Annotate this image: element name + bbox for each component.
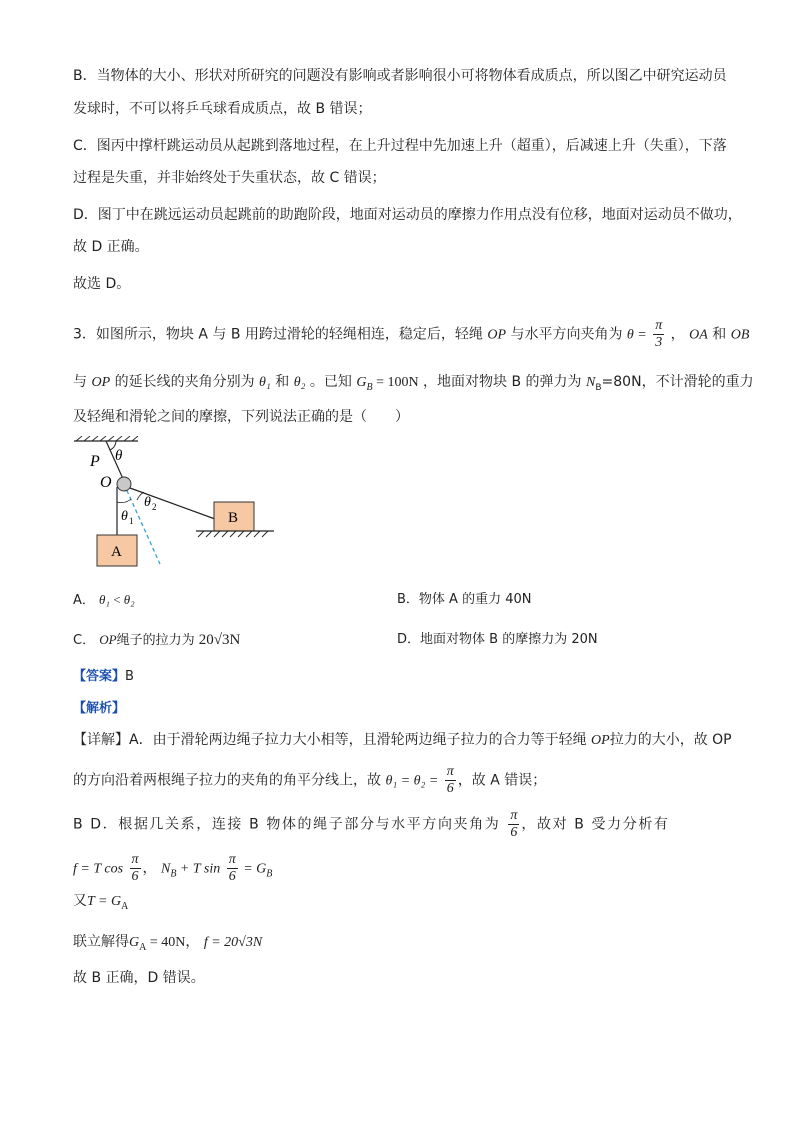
option-a <box>73 590 135 611</box>
label-theta2-sub: 2 <box>152 502 157 512</box>
q3-text: 的延长线的夹角分别为 <box>114 374 255 390</box>
option-a-theta2: θ₂ <box>123 592 135 607</box>
fraction-num: π <box>510 808 518 823</box>
detail-fraction <box>445 764 456 797</box>
eq-ga-sub: A <box>139 941 147 953</box>
q3-text: 和 <box>275 374 290 390</box>
fraction-den: 3 <box>655 335 663 350</box>
fraction-den: 6 <box>510 825 518 840</box>
detail-line3 <box>73 808 670 841</box>
section-b-line2: 发球时，不可以将乒乓球看成质点，故 B 错误； <box>73 101 372 117</box>
detail-line1 <box>73 730 732 751</box>
option-a-theta1: θ₁ <box>99 592 110 607</box>
q3-line3: 及轻绳和滑轮之间的摩擦，下列说法正确的是（ ） <box>73 409 409 425</box>
eq-ga-value: = 40N <box>146 935 186 950</box>
pulley-diagram <box>70 436 290 572</box>
option-label: A． <box>73 593 95 608</box>
q3-text: 。已知 <box>309 374 352 390</box>
label-b: B <box>228 510 239 526</box>
analysis-tag <box>73 699 125 719</box>
label-theta1-sub: 1 <box>129 516 134 526</box>
q3-gb-sub: B <box>366 381 373 393</box>
fraction-den: 6 <box>228 869 236 884</box>
detail-fraction <box>227 852 238 885</box>
option-c <box>73 630 240 651</box>
detail-line7: 故 B 正确，D 错误。 <box>73 970 205 986</box>
q3-text: ， <box>670 326 685 343</box>
section-c-line2: 过程是失重，并非始终处于失重状态，故 C 错误； <box>73 170 386 186</box>
detail-text: ， <box>142 860 157 877</box>
eq-t: T = G <box>87 894 122 909</box>
detail-line6 <box>73 932 262 958</box>
detail-text: A．由于滑轮两边绳子拉力大小相等，且滑轮两边绳子拉力的合力等于轻绳 <box>129 732 587 748</box>
detail-text: 又 <box>73 893 87 909</box>
detail-text: 的方向沿着两根绳子拉力的夹角的角平分线上，故 <box>73 772 381 789</box>
detail-line4 <box>73 852 272 885</box>
option-c-op: OP <box>99 632 117 647</box>
detail-tag: 【详解】 <box>73 732 129 748</box>
q3-theta: θ = <box>626 327 647 343</box>
ground-hatch <box>198 531 268 537</box>
detail-text: 拉力的大小，故 OP <box>609 732 732 748</box>
analysis-tag-text: 【解析】 <box>73 701 126 716</box>
theta1-arc <box>117 499 131 503</box>
detail-fraction <box>508 808 519 841</box>
answer-line <box>73 667 134 687</box>
eq-gb-sub: B <box>266 868 273 880</box>
detail-text: ，故对 B 受力分析有 <box>521 816 670 833</box>
detail-op: OP <box>591 733 610 748</box>
q3-text: 3．如图所示，物块 A 与 B 用跨过滑轮的轻绳相连，稳定后，轻绳 <box>73 326 483 343</box>
q3-line2 <box>73 372 754 398</box>
detail-text: ，故 A 错误； <box>457 772 547 789</box>
detail-text: 联立解得 <box>73 934 129 950</box>
eq-friction: f = T cos <box>73 861 124 877</box>
q3-op: OP <box>487 327 507 343</box>
fraction-den: 6 <box>446 781 454 796</box>
detail-theta-eq: θ₁ = θ₂ = <box>385 773 439 789</box>
fraction-num: π <box>655 318 663 333</box>
label-theta: θ <box>115 448 123 464</box>
detail-line5 <box>73 891 128 917</box>
q3-theta1: θ₁ <box>259 375 271 390</box>
option-c-text: 绳子的拉力为 <box>116 633 195 648</box>
eq-gb: = G <box>239 861 267 877</box>
label-theta1: θ <box>121 509 128 524</box>
option-c-value: 20√3N <box>198 632 241 648</box>
option-label: C． <box>73 633 96 648</box>
option-b: B．物体 A 的重力 40N <box>397 592 532 607</box>
section-d-line2: 故 D 正确。 <box>73 239 149 255</box>
q3-nb-sub: B <box>595 382 602 393</box>
q3-text: =80N，不计滑轮的重力 <box>601 374 754 390</box>
eq-tsin: + T sin <box>176 861 221 877</box>
detail-text: ， <box>185 934 200 950</box>
fraction-num: π <box>228 852 236 867</box>
q3-fraction <box>653 318 664 351</box>
ceiling-hatch <box>76 436 138 441</box>
label-p: P <box>90 453 100 470</box>
choose-d: 故选 D。 <box>73 276 131 292</box>
q3-nb: N <box>586 375 596 390</box>
detail-line2 <box>73 764 546 797</box>
section-c-line1: C．图丙中撑杆跳运动员从起跳到落地过程，在上升过程中先加速上升（超重），后减速上升（失重），下落 <box>73 138 727 154</box>
q3-text: 与 <box>73 374 87 390</box>
option-d: D．地面对物体 B 的摩擦力为 20N <box>397 632 598 647</box>
fraction-num: π <box>131 852 139 867</box>
answer-tag: 【答案】 <box>73 669 126 684</box>
q3-ob: OB <box>730 327 750 343</box>
pulley <box>117 477 131 491</box>
q3-text: 与水平方向夹角为 <box>510 326 623 343</box>
detail-fraction <box>130 852 141 885</box>
detail-text: B D．根据几关系，连接 B 物体的绳子部分与水平方向夹角为 <box>73 816 501 833</box>
q3-theta2: θ₂ <box>293 375 306 390</box>
section-b-line1: B．当物体的大小、形状对所研究的问题没有影响或者影响很小可将物体看成质点，所以图乙中研究运动员 <box>73 68 727 84</box>
label-o: O <box>100 474 112 491</box>
eq-nb-sub: B <box>170 868 177 880</box>
label-theta2: θ <box>144 495 151 510</box>
q3-text: 和 <box>712 326 727 343</box>
q3-gb: G <box>356 375 367 390</box>
q3-text: ，地面对物块 B 的弹力为 <box>423 374 582 390</box>
q3-line1 <box>73 318 749 351</box>
eq-nb: N <box>160 861 171 877</box>
option-a-lt: < <box>109 592 124 607</box>
q3-op: OP <box>91 375 111 390</box>
section-d-line1: D．图丁中在跳远运动员起跳前的助跑阶段，地面对运动员的摩擦力作用点没有位移，地面对运动员不做功， <box>73 207 742 223</box>
eq-ga: G <box>129 935 140 950</box>
eq-t-sub: A <box>121 900 129 912</box>
label-a: A <box>111 544 122 560</box>
q3-gb-value: = 100N <box>372 375 419 390</box>
q3-oa: OA <box>689 327 708 343</box>
answer-value: B <box>125 669 134 684</box>
eq-f-value: f = 20√3N <box>203 935 263 950</box>
fraction-num: π <box>446 764 454 779</box>
fraction-den: 6 <box>131 869 139 884</box>
